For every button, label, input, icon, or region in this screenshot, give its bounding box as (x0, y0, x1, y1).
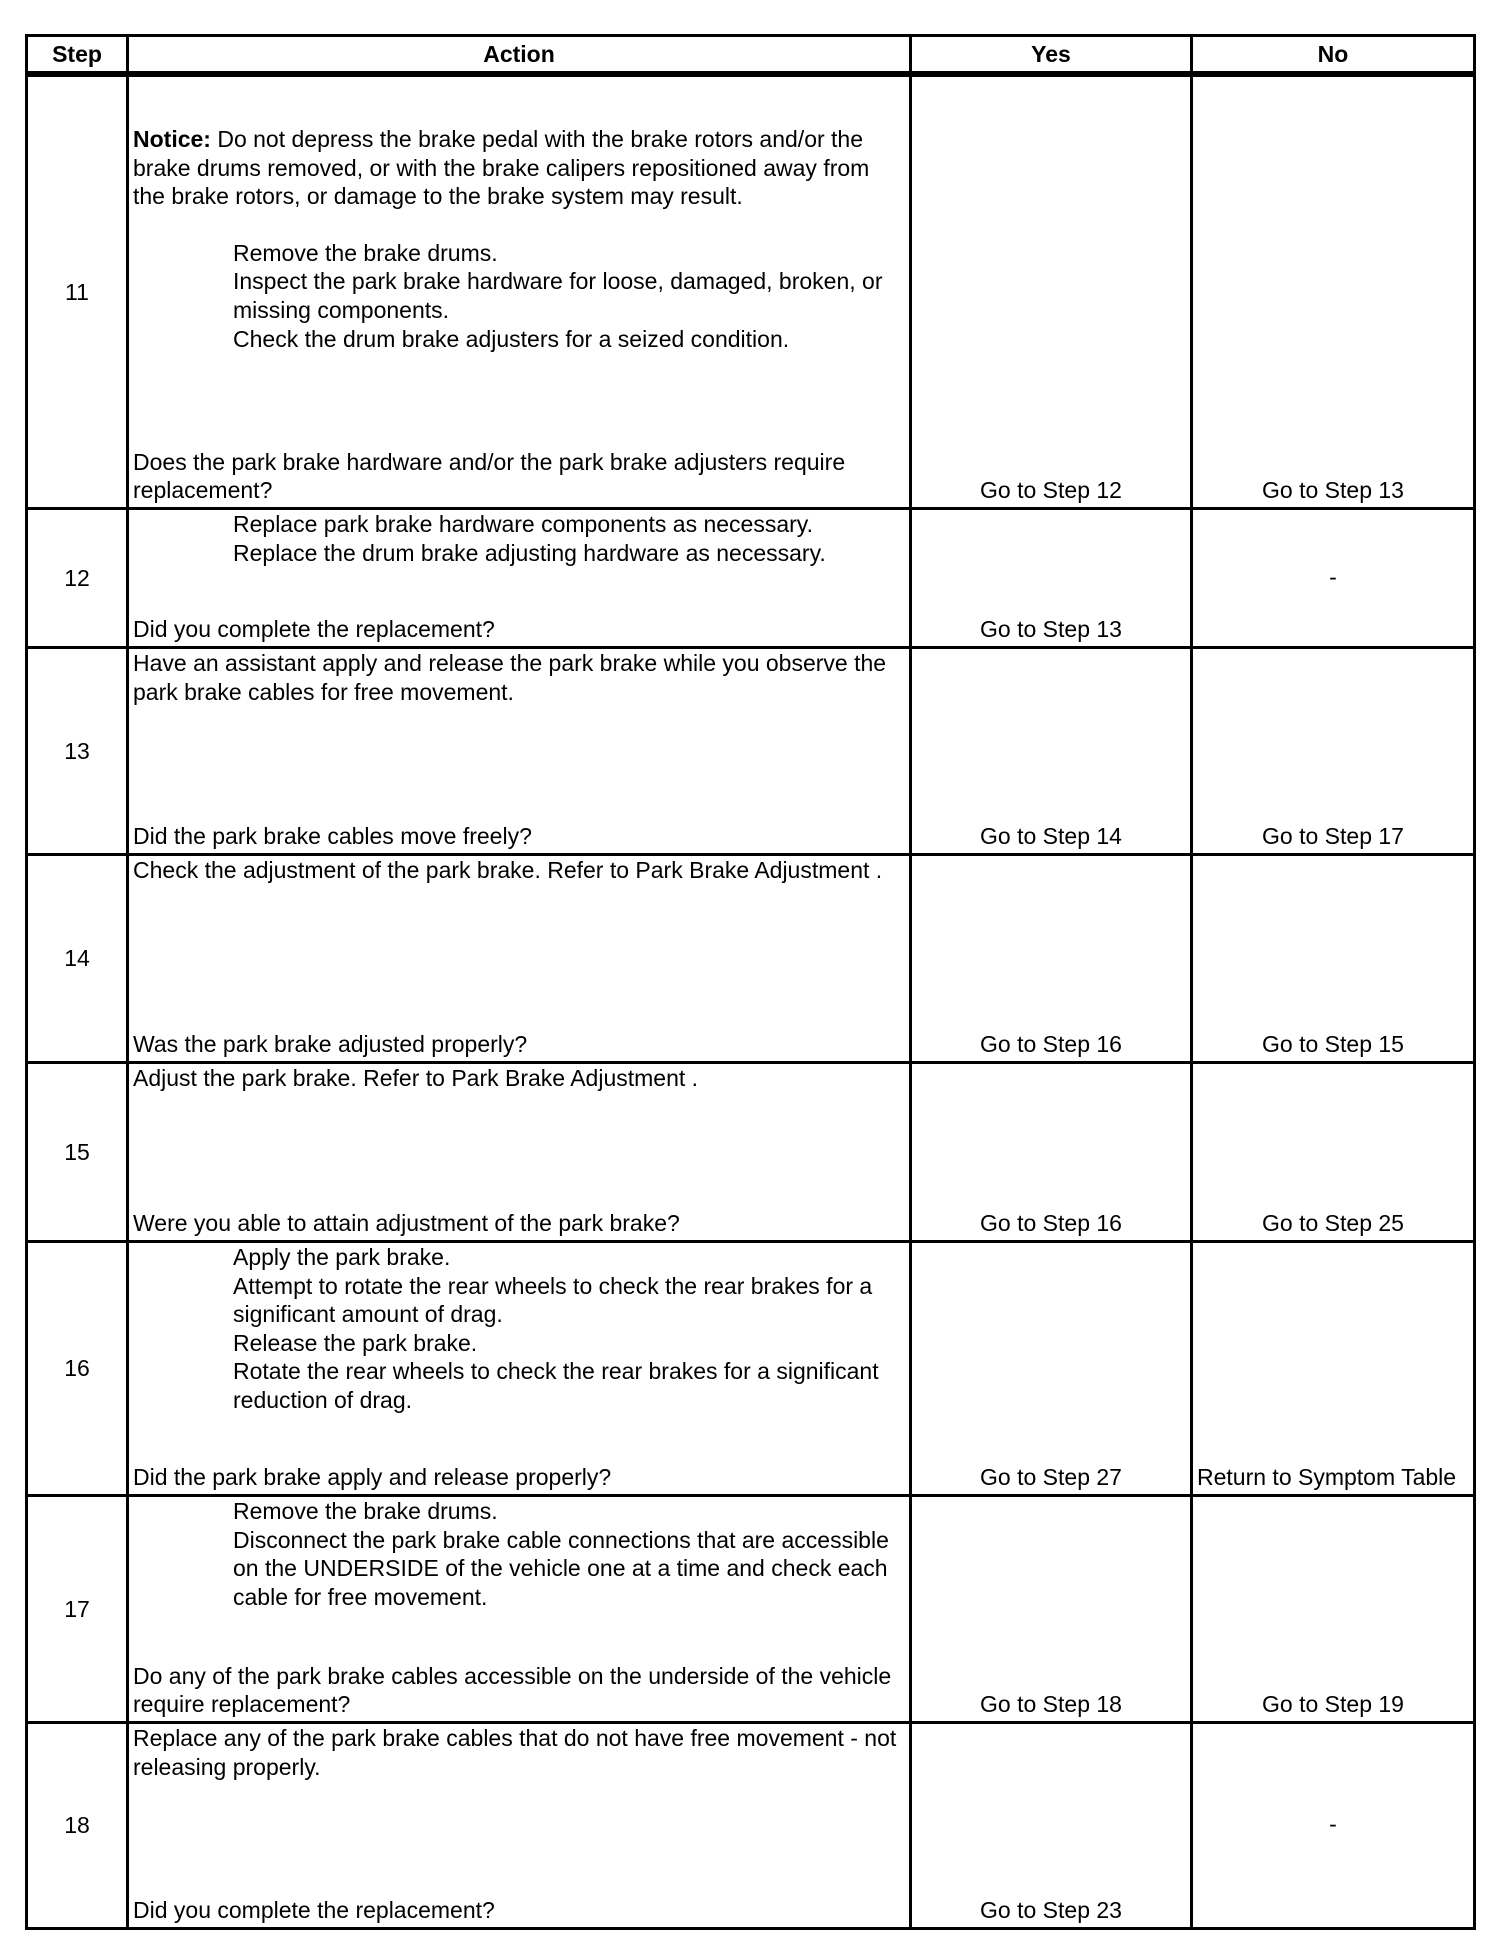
action-instructions (133, 1243, 905, 1415)
action-step-item: Remove the brake drums. (233, 1498, 498, 1524)
action-instructions (133, 649, 905, 706)
action-step-item: Release the park brake. (233, 1329, 478, 1356)
table-row (27, 1496, 1475, 1723)
action-cell (128, 1063, 911, 1242)
action-question: Was the park brake adjusted properly? (133, 1031, 528, 1058)
action-step-item: Rotate the rear wheels to check the rear brakes for a significant reduction of drag. (233, 1358, 879, 1413)
header-action: Action (128, 36, 911, 75)
action-step-item: Replace park brake hardware components as necessary. (233, 511, 813, 537)
action-content (133, 510, 905, 644)
action-content (133, 77, 905, 505)
action-question: Do any of the park brake cables accessible on the underside of the vehicle require replacement? (133, 1662, 892, 1718)
no-result: Go to Step 17 (1192, 648, 1475, 855)
action-step-item: Disconnect the park brake cable connections that are accessible on the UNDERSIDE of the vehicle one at a time and check each cable for free movement. (233, 1526, 889, 1610)
notice (133, 125, 905, 211)
step-number: 11 (27, 74, 128, 509)
no-result: Go to Step 19 (1192, 1496, 1475, 1723)
action-cell (128, 855, 911, 1063)
diagnostic-table (25, 34, 1476, 1930)
action-content (133, 1724, 905, 1925)
yes-result: Go to Step 18 (911, 1496, 1192, 1723)
action-instructions (133, 77, 905, 353)
action-step-item: Check the drum brake adjusters for a seized condition. (233, 325, 790, 352)
notice-text: Do not depress the brake pedal with the brake rotors and/or the brake drums removed, or with the brake calipers repositioned away from the brake rotors, or damage to the brake system may result. (133, 126, 870, 210)
action-text: Have an assistant apply and release the park brake while you observe the park brake cables for free movement. (133, 650, 887, 705)
action-step-item: Replace the drum brake adjusting hardware as necessary. (233, 539, 826, 566)
no-result: Return to Symptom Table (1192, 1242, 1475, 1496)
action-cell (128, 1496, 911, 1723)
action-question: Does the park brake hardware and/or the park brake adjusters require replacement? (133, 448, 846, 504)
table-row (27, 1242, 1475, 1496)
no-result: Go to Step 15 (1192, 855, 1475, 1063)
action-cell (128, 1723, 911, 1929)
step-number: 13 (27, 648, 128, 855)
yes-result: Go to Step 13 (911, 509, 1192, 648)
action-step-item: Remove the brake drums. (233, 239, 498, 266)
action-step-item: Inspect the park brake hardware for loose, damaged, broken, or missing components. (233, 268, 883, 323)
yes-result: Go to Step 16 (911, 1063, 1192, 1242)
table-row (27, 1723, 1475, 1929)
yes-result: Go to Step 14 (911, 648, 1192, 855)
yes-result: Go to Step 16 (911, 855, 1192, 1063)
action-cell (128, 509, 911, 648)
action-question: Did you complete the replacement? (133, 616, 495, 643)
action-question: Did the park brake cables move freely? (133, 823, 532, 850)
action-content (133, 1497, 905, 1719)
yes-result: Go to Step 23 (911, 1723, 1192, 1929)
action-instructions (133, 510, 905, 567)
action-instructions (133, 1064, 905, 1093)
action-text: Adjust the park brake. Refer to Park Brake Adjustment . (133, 1065, 699, 1091)
action-cell (128, 74, 911, 509)
spacer (133, 211, 905, 239)
action-text: Check the adjustment of the park brake. Refer to Park Brake Adjustment . (133, 857, 883, 883)
table-row (27, 74, 1475, 509)
action-instructions (133, 856, 905, 885)
action-step-item: Attempt to rotate the rear wheels to check the rear brakes for a significant amount of drag. (233, 1272, 873, 1328)
action-question: Were you able to attain adjustment of the park brake? (133, 1210, 680, 1237)
action-content (133, 649, 905, 851)
action-content (133, 1243, 905, 1492)
step-number: 18 (27, 1723, 128, 1929)
header-step: Step (27, 36, 128, 75)
notice-label: Notice: (133, 126, 211, 152)
no-result: Go to Step 25 (1192, 1063, 1475, 1242)
header-yes: Yes (911, 36, 1192, 75)
no-result: - (1192, 1723, 1475, 1929)
action-cell (128, 648, 911, 855)
yes-result: Go to Step 12 (911, 74, 1192, 509)
step-number: 15 (27, 1063, 128, 1242)
action-instructions (133, 1497, 905, 1611)
header-no: No (1192, 36, 1475, 75)
no-result: Go to Step 13 (1192, 74, 1475, 509)
action-instructions (133, 1724, 905, 1781)
action-cell (128, 1242, 911, 1496)
table-row (27, 1063, 1475, 1242)
action-content (133, 1064, 905, 1238)
action-step-item: Apply the park brake. (233, 1244, 451, 1270)
action-question: Did the park brake apply and release properly? (133, 1464, 612, 1491)
table-row (27, 855, 1475, 1063)
step-number: 14 (27, 855, 128, 1063)
action-text: Replace any of the park brake cables that do not have free movement - not releasing properly. (133, 1725, 897, 1780)
action-question: Did you complete the replacement? (133, 1897, 495, 1924)
step-number: 12 (27, 509, 128, 648)
header-row (27, 36, 1475, 75)
step-number: 17 (27, 1496, 128, 1723)
table-row (27, 648, 1475, 855)
no-result: - (1192, 509, 1475, 648)
action-content (133, 856, 905, 1059)
table-row (27, 509, 1475, 648)
yes-result: Go to Step 27 (911, 1242, 1192, 1496)
step-number: 16 (27, 1242, 128, 1496)
